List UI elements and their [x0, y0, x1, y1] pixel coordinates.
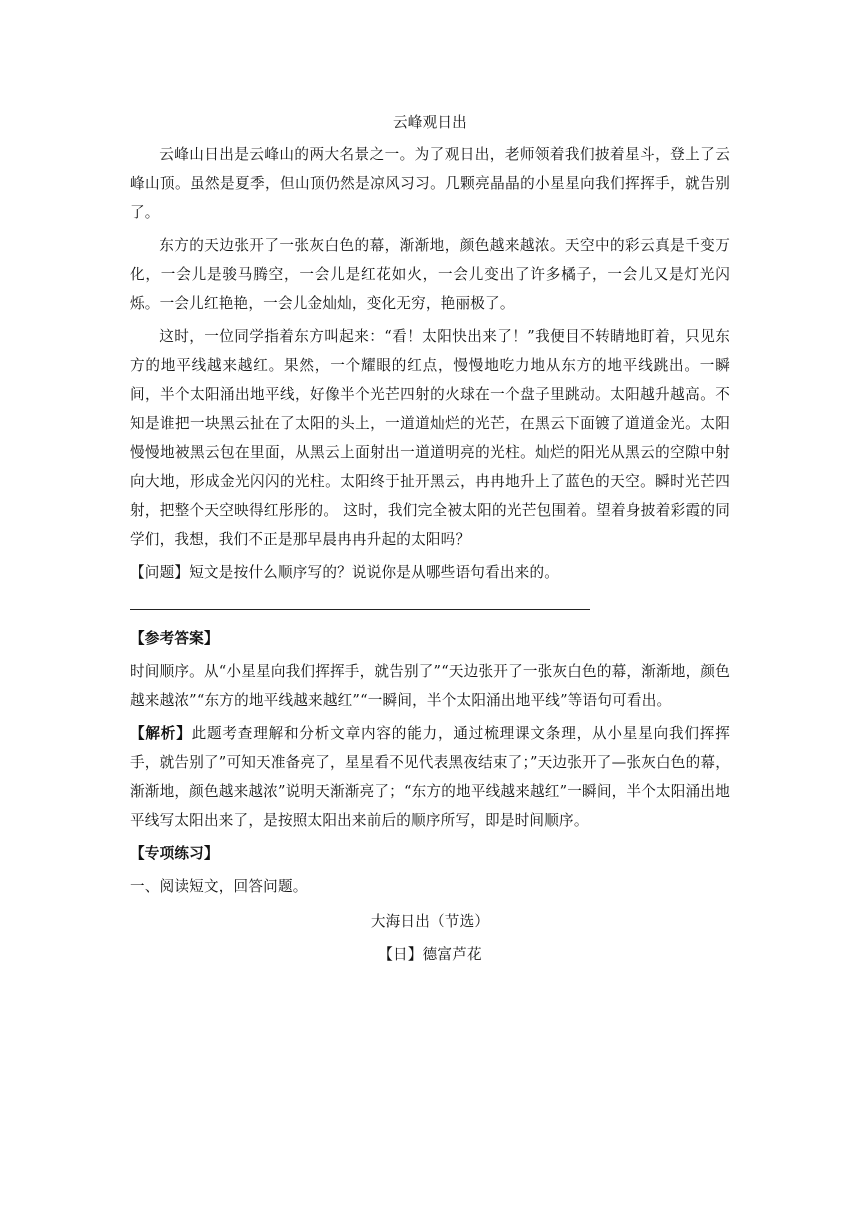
analysis-label: 【解析】 — [130, 725, 192, 742]
passage-paragraph-3: 这时，一位同学指着东方叫起来：“看！太阳快出来了！”我便目不转睛地盯着，只见东方的地平线越来越红。果然，一个耀眼的红点，慢慢地吃力地从东方的地平线跳出。一瞬间，半个太阳涌出地平线，好像半个光芒四射的火球在一个盘子里跳动。太阳越升越高。不知是谁把一块黑云扯在了太阳的头上，一道道灿烂的光芒，在黑云下面镀了道道金光。太阳慢慢地被黑云包在里面，从黑云上面射出一道道明亮的光柱。灿烂的阳光从黑云的空隙中射向大地，形成金光闪闪的光柱。太阳终于扯开黑云，冉冉地升上了蓝色的天空。瞬时光芒四射，把整个天空映得红彤彤的。 这时，我们完全被太阳的光芒包围着。望着身披着彩霞的同学们，我想，我们不正是那早晨冉冉升起的太阳吗？ — [130, 328, 730, 548]
passage-paragraph-2: 东方的天边张开了一张灰白色的幕，渐渐地，颜色越来越浓。天空中的彩云真是千变万化，一会儿是骏马腾空，一会儿是红花如火，一会儿变出了许多橘子，一会儿又是灯光闪烁。一会儿红艳艳，一会儿金灿灿，变化无穷，艳丽极了。 — [130, 237, 730, 312]
analysis-text: 此题考查理解和分析文章内容的能力，通过梳理课文条理，从小星星向我们挥挥手，就告别了”可知天准备亮了，星星看不见代表黑夜结束了；”天边张开了—张灰白色的幕，渐渐地，颜色越来越浓”说明天渐渐亮了；“东方的地平线越来越红”一瞬间，半个太阳涌出地平线写太阳出来了，是按照太阳出来前后的顺序所写，即是时间顺序。 — [130, 725, 730, 829]
answer-text: 时间顺序。从“小星星向我们挥挥手，就告别了”“天边张开了一张灰白色的幕，渐渐地，颜色越来越浓”“东方的地平线越来越红”“一瞬间，半个太阳涌出地平线”等语句可看出。 — [130, 663, 730, 709]
analysis — [130, 719, 730, 835]
practice-instruction: 一、阅读短文，回答问题。 — [130, 878, 308, 895]
practice-title: 大海日出（节选） — [370, 913, 490, 930]
document-content — [130, 108, 730, 969]
practice-author: 【日】德富芦花 — [378, 946, 482, 963]
passage-paragraph-1: 云峰山日出是云峰山的两大名景之一。为了观日出，老师领着我们披着星斗，登上了云峰山顶。虽然是夏季，但山顶仍然是凉风习习。几颗亮晶晶的小星星向我们挥挥手，就告别了。 — [130, 146, 730, 221]
question — [130, 558, 730, 587]
answer-label: 【参考答案】 — [130, 630, 219, 647]
passage-title: 云峰观日出 — [393, 114, 467, 131]
question-label: 【问题】 — [130, 564, 190, 581]
answer-blank-line — [130, 589, 590, 610]
question-text: 短文是按什么顺序写的？说说你是从哪些语句看出来的。 — [189, 564, 560, 581]
practice-label: 【专项练习】 — [130, 845, 219, 862]
